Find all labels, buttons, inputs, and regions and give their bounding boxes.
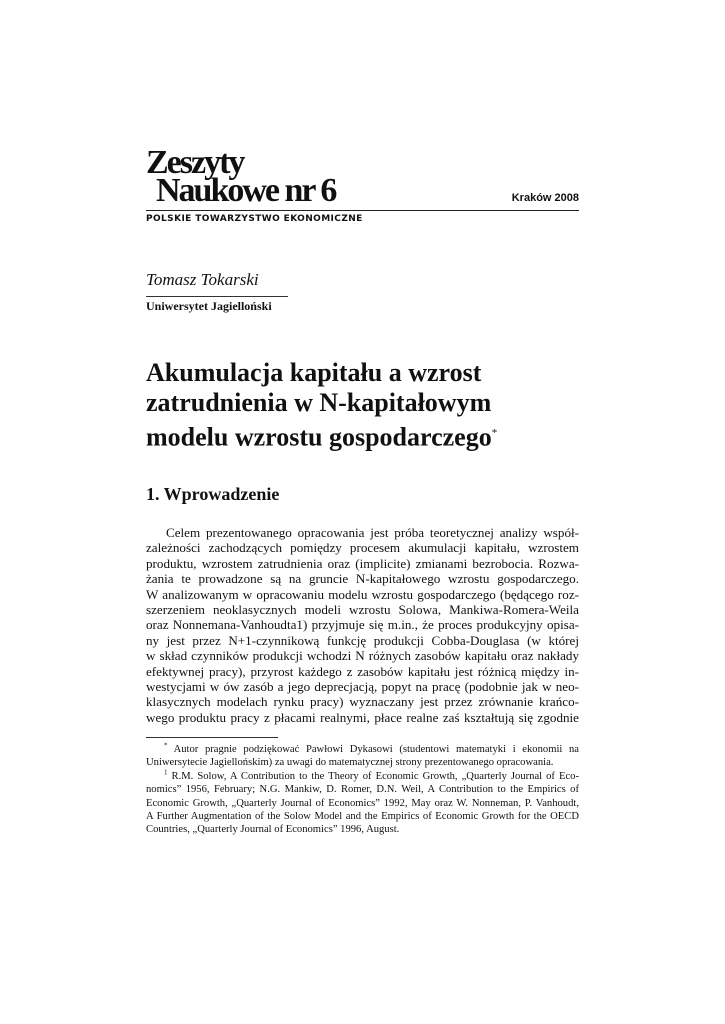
section-heading: 1. Wprowadzenie (146, 484, 280, 504)
society-name: POLSKIE TOWARZYSTWO EKONOMICZNE (146, 214, 363, 224)
body-line: produktu, wzrostem zatrudnienia oraz (implicite) zmianami bezrobocia. Rozwa- (146, 555, 579, 571)
footnote-text: nomics” 1956, February; N.G. Mankiw, D. Romer, D.N. Weil, A Contribution to the Empirics of (146, 784, 579, 796)
body-line: żania te prowadzone są na gruncie N-kapitałowego wzrostu gospodarczego. (146, 571, 579, 587)
footnote-star-line (146, 743, 579, 756)
footnote-1-line (146, 770, 579, 783)
footnote-divider (146, 737, 278, 738)
body-line: W analizowanym w opracowaniu modelu wzrostu gospodarczego (będącego roz- (146, 586, 579, 602)
footnote-text: Economic Growth, „Quarterly Journal of Economics” 1992, May oraz W. Nonneman, P. Vanhoudt, (146, 797, 579, 809)
body-line: klasycznych modelach rynku pracy) wyznaczany jest przez zrównanie krańco- (146, 694, 579, 710)
body-line: oraz Nonnemana-Vanhoudta1) przyjmuje się m.in., że proces produkcyjny opisa- (146, 617, 579, 633)
footnote-text: Countries, „Quarterly Journal of Economics” 1996, August. (146, 824, 400, 836)
journal-title-line1: Zeszyty (146, 144, 244, 181)
title-footnote-marker: * (491, 427, 498, 439)
footnote-text: A Further Augmentation of the Solow Model and the Empirics of Economic Growth for the OECD (146, 810, 579, 822)
body-line: Celem prezentowanego opracowania jest próba teoretycznej analizy współ- (166, 525, 579, 540)
paper-title (146, 358, 586, 453)
body-line: w skład czynników produkcji wchodzi N różnych zasobów kapitału oraz nakłady (146, 648, 579, 664)
footnote-text: R.M. Solow, A Contribution to the Theory of Economic Growth, „Quarterly Journal of Eco- (171, 770, 579, 782)
footnotes (146, 743, 579, 837)
author-affiliation: Uniwersytet Jagielloński (146, 299, 272, 313)
journal-title-line2: Naukowe nr 6 (156, 172, 336, 209)
footnote-text: Uniwersytecie Jagiellońskim) za uwagi do matematycznej strony prezentowanego opracowania. (146, 757, 554, 769)
body-line: ny jest przez N+1-czynnikową funkcję produkcji Cobba-Douglasa (w której (146, 632, 579, 648)
footnote-1-marker: 1 (164, 768, 168, 777)
title-line: zatrudnienia w N-kapitałowym (146, 388, 492, 417)
body-paragraph (146, 525, 579, 725)
masthead-divider (146, 210, 579, 211)
footnote-text: Autor pragnie podziękować Pawłowi Dykasowi (studentowi matematyki i ekonomii na (173, 744, 579, 755)
journal-logo (146, 146, 346, 212)
footnote-star-marker: * (164, 741, 168, 750)
title-line: modelu wzrostu gospodarczego (146, 422, 492, 452)
author-divider (146, 296, 288, 297)
body-line: zależności zachodzących pomiędzy procesem akumulacji kapitału, wzrostem (146, 540, 579, 556)
body-line: wego produktu pracy z płacami realnymi, płace realne zaś kształtują się zgodnie (146, 709, 579, 725)
author-name: Tomasz Tokarski (146, 270, 259, 289)
body-line: westycjami w ów zasób a jego deprecjacją, popyt na pracę (podobnie jak w neo- (146, 678, 579, 694)
title-line: Akumulacja kapitału a wzrost (146, 358, 482, 387)
body-line: szerzeniem neoklasycznych modeli wzrostu Solowa, Mankiwa-Romera-Weila (146, 601, 579, 617)
city-year: Kraków 2008 (511, 192, 579, 204)
body-line: efektywnej pracy), przyrost każdego z zasobów kapitału jest różnicą między in- (146, 663, 579, 679)
